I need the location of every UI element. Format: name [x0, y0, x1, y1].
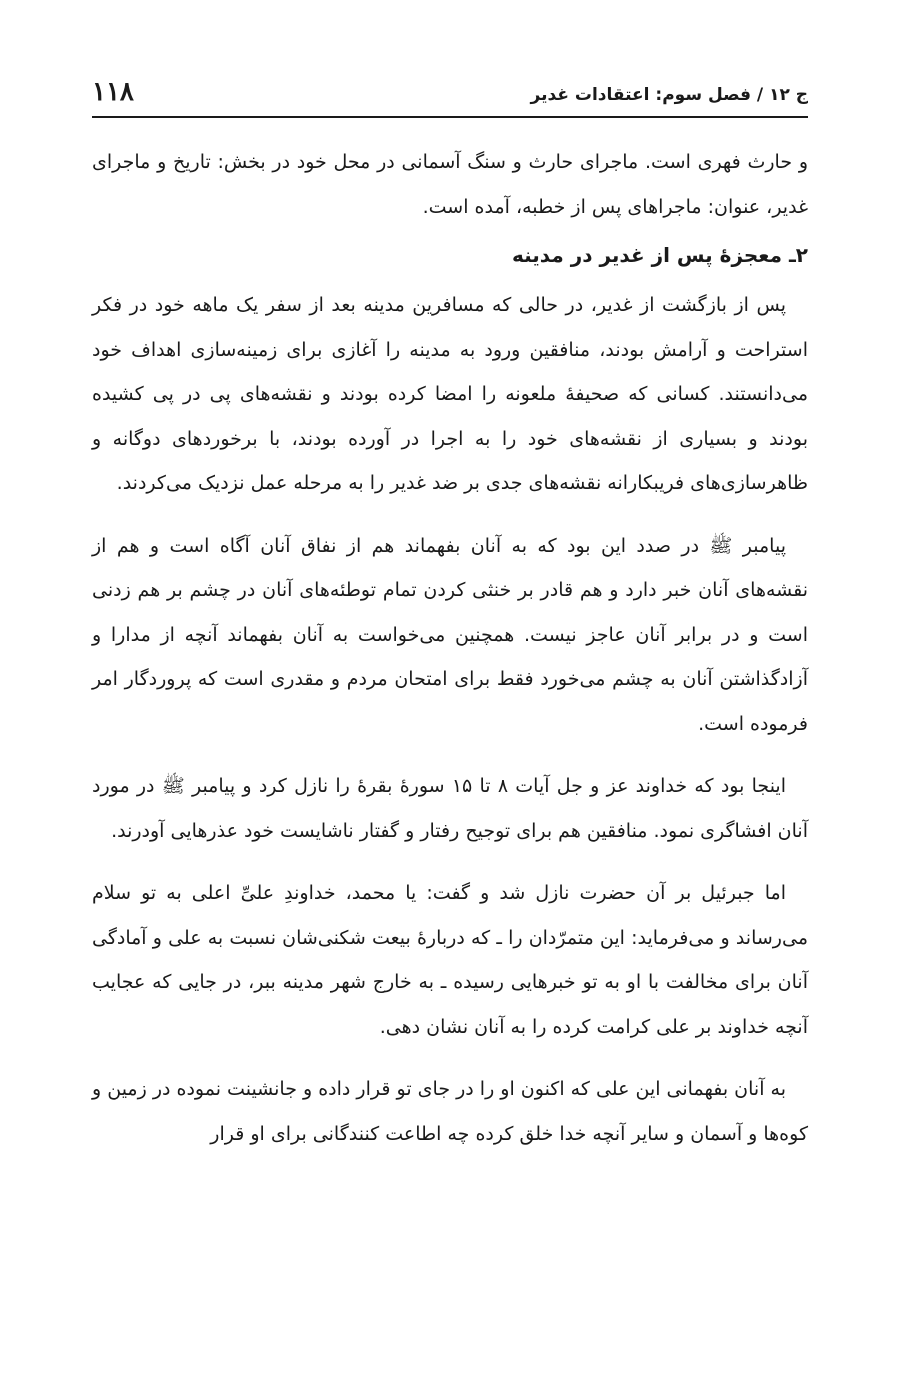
paragraph: اما جبرئیل بر آن حضرت نازل شد و گفت: یا محمد، خداوندِ علیِّ اعلی به تو سلام می‌رساند و می‌فرماید: این متمرّدان را ـ که دربارهٔ بیعت شکنی‌شان نسبت به علی و آمادگی آنان برای مخالفت با او به تو خبرهایی رسیده ـ به خارج شهر مدینه ببر، در جایی که عجایب آنچه خداوند بر علی کرامت کرده را به آنان نشان دهی.	[92, 882, 808, 1038]
paragraph: اینجا بود که خداوند عز و جل آیات ۸ تا ۱۵ سورهٔ بقرهٔ را نازل کرد و پیامبر ﷺ در مورد آنان افشاگری نمود. منافقین هم برای توجیح رفتار و گفتار ناشایست خود عذرهایی آودرند.	[92, 775, 808, 842]
paragraph: پیامبر ﷺ در صدد این بود که به آنان بفهماند هم از نفاق آنان آگاه است و هم از نقشه‌های آنان خبر دارد و هم قادر بر خنثی کردن تمام توطئه‌های آنان در چشم بر هم زدنی است و در برابر آنان عاجز نیست. همچنین می‌خواست به آنان بفهماند آنچه از مدارا و آزادگذاشتن آنان به چشم می‌خورد فقط برای امتحان مردم و مقدری است که پروردگار امر فرموده است.	[92, 534, 808, 735]
section-heading: ۲ـ معجزهٔ پس از غدیر در مدینه	[512, 243, 808, 267]
page-number: ۱۱۸	[92, 77, 134, 107]
paragraph: به آنان بفهمانی این علی که اکنون او را در جای تو قرار داده و جانشینت نموده در زمین و کوه‌ها و آسمان و سایر آنچه خدا خلق کرده چه اطاعت کنندگانی برای او قرار	[92, 1078, 808, 1145]
page-body	[92, 140, 808, 1156]
paragraph-continuation: و حارث فهری است. ماجرای حارث و سنگ آسمانی در محل خود در بخش: تاریخ و ماجرای غدیر، عنوان: ماجراهای پس از خطبه، آمده است.	[92, 151, 808, 218]
running-header	[92, 64, 808, 118]
running-header-title: ج ۱۲ / فصل سوم: اعتقادات غدیر	[530, 85, 808, 105]
paragraph: پس از بازگشت از غدیر، در حالی که مسافرین مدینه بعد از سفر یک ماهه خود در فکر استراحت و آرامش بودند، منافقین ورود به مدینه را آغازی برای زمینه‌سازی اهداف خود می‌دانستند. کسانی که صحیفهٔ ملعونه را امضا کرده بودند و نقشه‌های پی در پی کشیده بودند و بسیاری از نقشه‌های خود را به اجرا در آورده بودند، با برخوردهای دوگانه و ظاهرسازی‌های فریبکارانه نقشه‌های جدی بر ضد غدیر را به مرحله عمل نزدیک می‌کردند.	[92, 294, 808, 494]
